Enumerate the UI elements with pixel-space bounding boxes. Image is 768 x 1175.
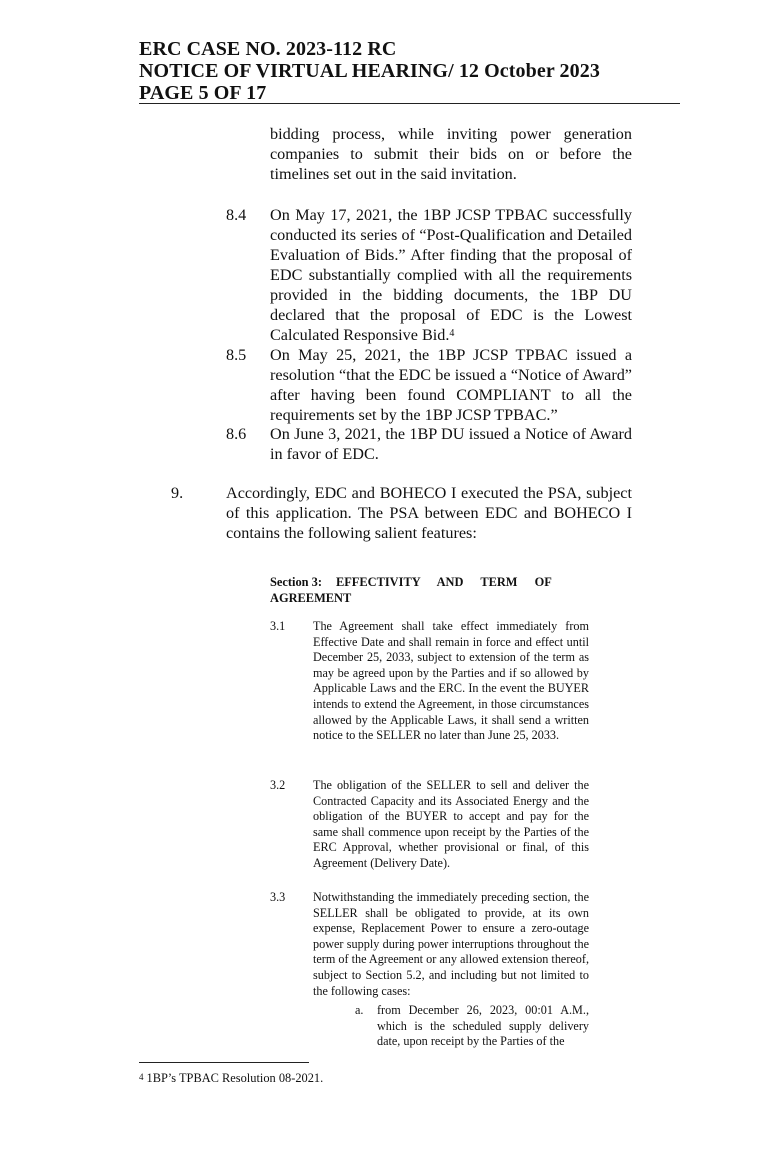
header-rule [139,103,680,104]
clause-3-1-number: 3.1 [270,619,286,633]
item-8-6-number: 8.6 [226,425,247,443]
section-3-title-line1: EFFECTIVITY AND TERM OF [335,575,552,589]
clause-3-2-text: The obligation of the SELLER to sell and deliver the Contracted Capacity and its Associated Energy and the obligation of the BUYER to accept and pay for the same shall commence upon receipt by the Parties of the ERC Approval, whether provisional or final, of this Agreement (Delivery Date). [313,778,589,870]
clause-3-3-text: Notwithstanding the immediately preceding section, the SELLER shall be obligated to provide, at its own expense, Replacement Power to ensure a zero-outage power supply during power interruptions throughout the term of the Agreement or any allowed extension thereof, subject to Section 5.2, and including but not limited to the following cases: [313,890,589,998]
item-8-4-paragraph [270,205,632,345]
clause-3-1-text: The Agreement shall take effect immediately from Effective Date and shall remain in force and effect until December 25, 2033, subject to extension of the term as may be agreed upon by the Parties and if so allowed by Applicable Laws and the ERC. In the event the BUYER intends to extend the Agreement, in those circumstances allowed by the Applicable Laws, it shall send a written notice to the SELLER no later than June 25, 2033. [313,619,589,743]
item-8-5-number: 8.5 [226,346,247,364]
header-page-number: PAGE 5 OF 17 [139,82,267,104]
section-3-title-line2: AGREEMENT [270,590,352,605]
footnote-rule [139,1062,309,1063]
case-a-letter: a. [355,1003,364,1017]
footnote-text: 1BP’s TPBAC Resolution 08-2021. [146,1071,324,1085]
item-9-paragraph: Accordingly, EDC and BOHECO I executed the PSA, subject of this application. The PSA between EDC and BOHECO I contains the following salient features: [226,484,632,542]
footnote-mark: 4 [139,1072,144,1082]
header-case-number: ERC CASE NO. 2023-112 RC [139,38,397,60]
continuation-paragraph: bidding process, while inviting power generation companies to submit their bids on or before the timelines set out in the said invitation. [270,125,632,183]
case-a-text: from December 26, 2023, 00:01 A.M., which is the scheduled supply delivery date, upon receipt by the Parties of the [377,1003,589,1049]
footnote-reference: 4 [449,328,455,339]
footnote [139,1070,323,1086]
item-9-number: 9. [171,484,184,502]
item-8-6-paragraph: On June 3, 2021, the 1BP DU issued a Notice of Award in favor of EDC. [270,425,632,463]
item-8-4-number: 8.4 [226,206,247,224]
page-header [139,38,679,104]
clause-3-3-number: 3.3 [270,890,286,904]
item-8-4-text: On May 17, 2021, the 1BP JCSP TPBAC successfully conducted its series of “Post-Qualification and Detailed Evaluation of Bids.” After finding that the proposal of EDC substantially complied with all the requirements provided in the bidding documents, the 1BP DU declared that the proposal of EDC is the Lowest Calculated Responsive Bid. [270,206,632,344]
item-8-5-paragraph: On May 25, 2021, the 1BP JCSP TPBAC issued a resolution “that the EDC be issued a “Notice of Award” after having been found COMPLIANT to all the requirements set by the 1BP JCSP TPBAC.” [270,346,632,424]
clause-3-2-number: 3.2 [270,778,286,792]
section-3-label: Section 3: [270,575,322,589]
section-3-heading [270,575,590,606]
header-notice-title: NOTICE OF VIRTUAL HEARING/ 12 October 2023 [139,60,600,82]
